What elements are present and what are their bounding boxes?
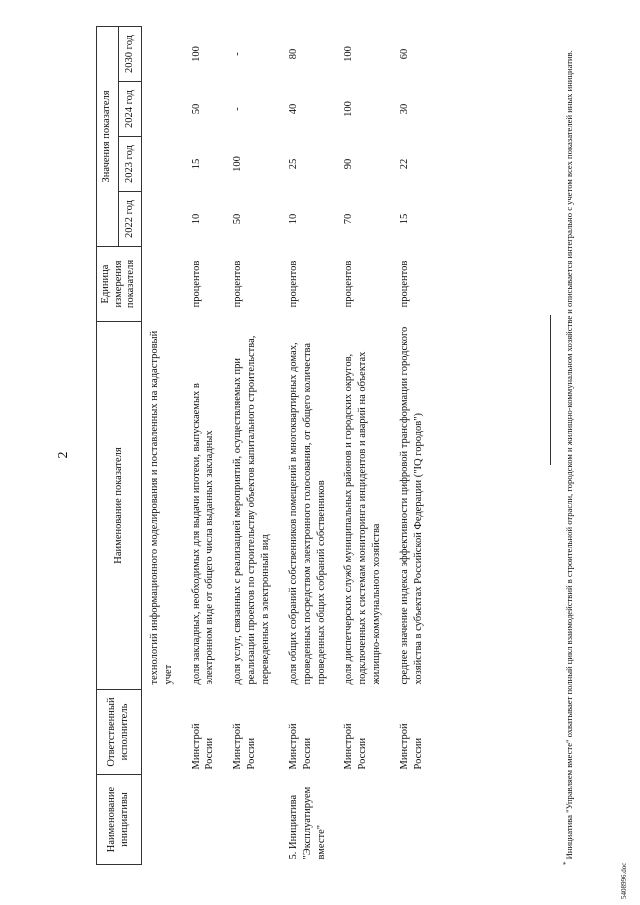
unit-cell: процентов bbox=[287, 260, 299, 308]
value-cell: 10 bbox=[190, 213, 202, 225]
indicator-cell: технологий информационного моделирования и поставленных на кадастровый учет bbox=[148, 330, 174, 685]
header-row bbox=[97, 26, 119, 864]
value-cell: 10 bbox=[287, 213, 299, 225]
header-year: 2030 год bbox=[119, 26, 141, 81]
initiative-cell bbox=[184, 775, 226, 865]
unit-cell: процентов bbox=[343, 260, 355, 308]
value-cell: 100 bbox=[232, 156, 244, 172]
value-cell: 22 bbox=[398, 158, 410, 170]
table-row bbox=[141, 26, 183, 864]
executor-cell: Минстрой России bbox=[287, 723, 313, 770]
header-year: 2023 год bbox=[119, 137, 141, 192]
indicator-cell: доля общих собраний собственников помещений в многоквартирных домах, проведенных посредством электронного голосования, от общего количества проведенных общих собраний собственников bbox=[287, 342, 327, 685]
footnote-text: Инициатива "Управляем вместе" охватывает полный цикл взаимодействий в строительной отрасли, городском и жилищно-коммунальном хозяйстве и описывается интегрально с учетом всех показателей иных инициатив. bbox=[563, 50, 574, 860]
initiative-cell bbox=[336, 775, 392, 865]
value-cell: 100 bbox=[190, 46, 202, 62]
value-cell: - bbox=[232, 52, 244, 56]
indicator-cell: среднее значение индекса эффективности цифровой трансформации городского хозяйства в субъектах Российской Федерации ("IQ городов") bbox=[398, 326, 424, 685]
unit-cell bbox=[141, 247, 183, 322]
table-row bbox=[336, 26, 392, 864]
footnote-separator bbox=[550, 315, 551, 465]
value-cell: 40 bbox=[287, 103, 299, 115]
header-unit: Единица измерения показателя bbox=[97, 247, 142, 322]
indicator-cell: доля услуг, связанных с реализацией мероприятий, осуществляемых при реализации проектов по строительству объектов капитального строительства, переведенных в электронный вид bbox=[232, 335, 271, 685]
header-initiative: Наименование инициативы bbox=[97, 775, 142, 865]
header-values-group: Значения показателя bbox=[97, 26, 119, 246]
executor-cell: Минстрой России bbox=[398, 723, 424, 770]
footnote-marker: * bbox=[562, 861, 570, 865]
unit-cell: процентов bbox=[190, 260, 202, 308]
header-year: 2024 год bbox=[119, 82, 141, 137]
indicator-cell: доля закладных, необходимых для выдачи ипотеки, выпускаемых в электронном виде от общего числа выданных закладных bbox=[190, 383, 216, 685]
value-cell: 100 bbox=[343, 46, 355, 62]
executor-cell bbox=[141, 690, 183, 775]
value-cell: 30 bbox=[398, 103, 410, 115]
table-row bbox=[281, 26, 337, 864]
unit-cell: процентов bbox=[398, 260, 410, 308]
value-cell: 50 bbox=[232, 213, 244, 225]
executor-cell: Минстрой России bbox=[232, 723, 258, 770]
value-cell: 50 bbox=[190, 103, 202, 115]
indicator-cell: доля диспетчерских служб муниципальных районов и городских округов, подключенных к системам мониторинга инцидентов и аварий на объектах жилищно-коммунального хозяйства bbox=[343, 351, 383, 685]
value-cell: 15 bbox=[190, 158, 202, 170]
page-number: 2 bbox=[56, 451, 71, 459]
header-year: 2022 год bbox=[119, 192, 141, 247]
value-cell: 25 bbox=[287, 158, 299, 170]
header-executor: Ответственный исполнитель bbox=[97, 690, 142, 775]
initiative-cell bbox=[141, 775, 183, 865]
unit-cell: процентов bbox=[232, 260, 244, 308]
value-cell bbox=[141, 192, 183, 247]
value-cell: 100 bbox=[343, 101, 355, 117]
footnote bbox=[562, 23, 575, 865]
value-cell: 60 bbox=[398, 48, 410, 60]
table-row bbox=[225, 26, 281, 864]
initiative-cell bbox=[392, 775, 434, 865]
value-cell bbox=[141, 137, 183, 192]
table-row bbox=[184, 26, 226, 864]
value-cell: 90 bbox=[343, 158, 355, 170]
value-cell: 15 bbox=[398, 213, 410, 225]
value-cell bbox=[141, 26, 183, 81]
value-cell bbox=[141, 82, 183, 137]
executor-cell: Минстрой России bbox=[343, 723, 369, 770]
value-cell: 80 bbox=[287, 48, 299, 60]
indicators-table bbox=[96, 26, 434, 865]
table-row bbox=[392, 26, 434, 864]
value-cell: - bbox=[232, 107, 244, 111]
value-cell: 70 bbox=[343, 213, 355, 225]
header-indicator: Наименование показателя bbox=[97, 322, 142, 690]
initiative-cell bbox=[225, 775, 281, 865]
executor-cell: Минстрой России bbox=[190, 723, 216, 770]
document-id: 5408996.doc bbox=[620, 862, 628, 899]
initiative-cell: 5. Инициатива "Эксплуатируем вместе" bbox=[287, 786, 327, 860]
